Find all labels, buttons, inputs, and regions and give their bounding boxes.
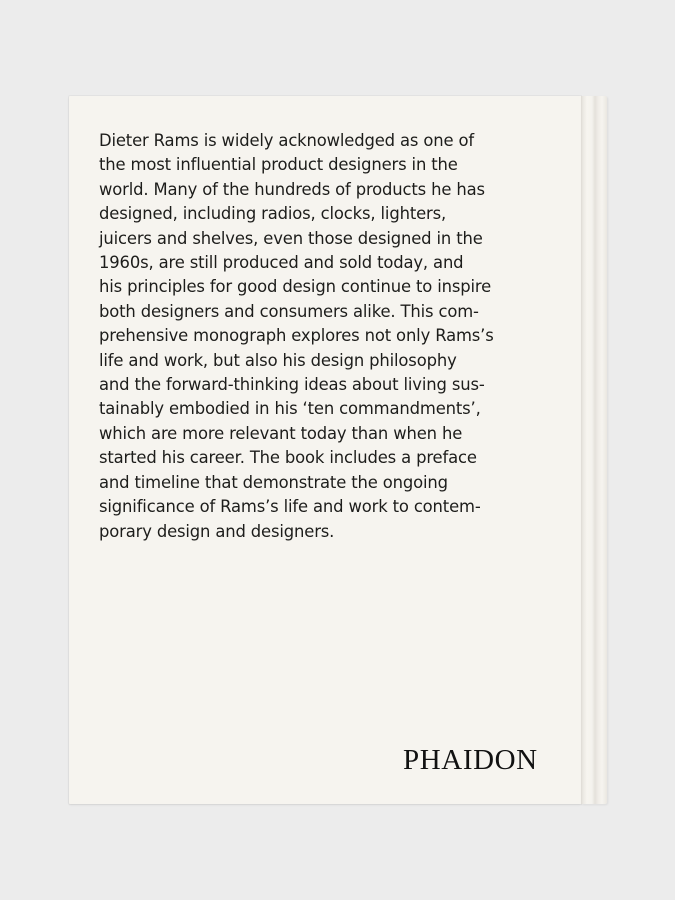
book (69, 96, 607, 804)
blurb-line: Dieter Rams is widely acknowledged as one of (99, 131, 474, 150)
book-spine (581, 96, 607, 804)
blurb-line: which are more relevant today than when he (99, 423, 463, 443)
blurb-line: prehensive monograph explores not only Rams’s (99, 326, 494, 346)
book-blurb (99, 129, 559, 544)
blurb-line: life and work, but also his design philosophy (99, 350, 457, 370)
blurb-line: designed, including radios, clocks, lighters, (99, 204, 447, 224)
back-cover (69, 96, 581, 804)
blurb-line: started his career. The book includes a preface (99, 448, 477, 468)
blurb-line: and the forward-thinking ideas about living sus- (99, 375, 485, 395)
blurb-line: 1960s, are still produced and sold today, and (99, 253, 464, 273)
blurb-line: juicers and shelves, even those designed in the (99, 228, 483, 248)
blurb-line: significance of Rams’s life and work to contem- (99, 497, 481, 517)
blurb-line: tainably embodied in his ‘ten commandments’, (99, 399, 481, 419)
blurb-line: world. Many of the hundreds of products he has (99, 179, 485, 199)
blurb-line: and timeline that demonstrate the ongoing (99, 472, 448, 492)
blurb-line: his principles for good design continue to inspire (99, 277, 492, 297)
blurb-line: porary design and designers. (99, 521, 335, 541)
blurb-line: the most influential product designers in the (99, 155, 458, 175)
publisher-logo: PHAIDON (403, 744, 538, 776)
blurb-line: both designers and consumers alike. This com- (99, 301, 479, 321)
